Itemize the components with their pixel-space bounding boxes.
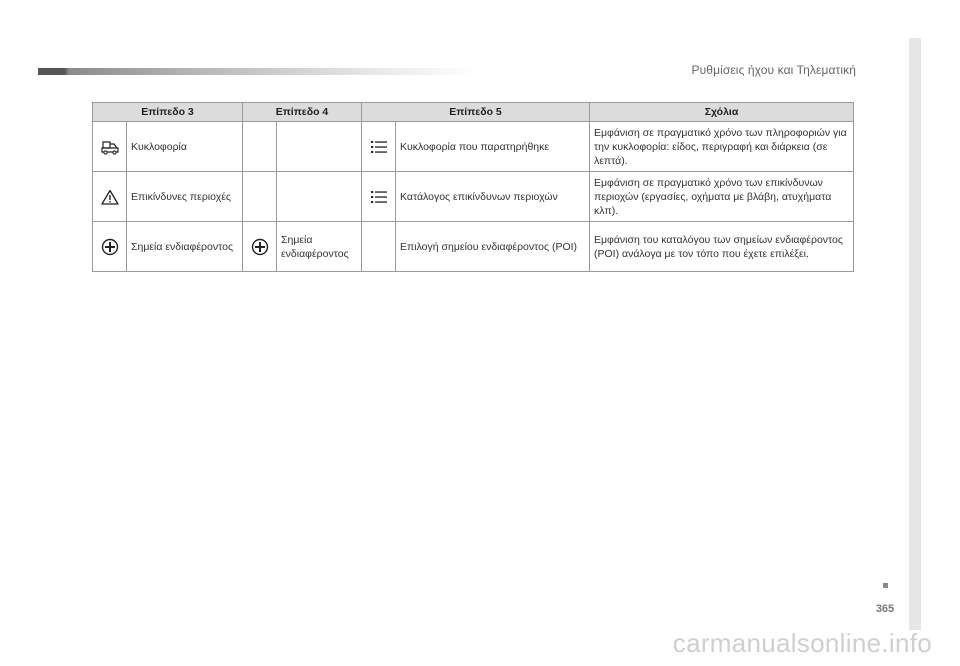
- row3-level4-text: Σημεία ενδιαφέροντος: [277, 222, 362, 272]
- row2-level5-icon-cell: [362, 172, 396, 222]
- menu-levels-table: [92, 102, 854, 272]
- list-icon: [370, 189, 388, 205]
- row1-level3-icon-cell: [93, 122, 127, 172]
- row2-comment: Εμφάνιση σε πραγματικό χρόνο των επικίνδυνων περιοχών (εργασίες, οχήματα με βλάβη, ατυχήματα κλπ).: [590, 172, 854, 222]
- table-header-row: [93, 103, 854, 122]
- car-traffic-icon: [100, 139, 120, 155]
- side-margin-strip: [909, 38, 921, 630]
- row3-level3-text: Σημεία ενδιαφέροντος: [127, 222, 243, 272]
- row3-comment: Εμφάνιση του καταλόγου των σημείων ενδιαφέροντος (POI) ανάλογα με τον τόπο που έχετε επιλέξει.: [590, 222, 854, 272]
- row3-level5-icon-cell: [362, 222, 396, 272]
- page-marker-square: [883, 583, 888, 588]
- row1-level4-text: [277, 122, 362, 172]
- row1-level3-text: Κυκλοφορία: [127, 122, 243, 172]
- list-icon: [370, 139, 388, 155]
- header-level-5: Επίπεδο 5: [362, 103, 590, 122]
- header-level-3: Επίπεδο 3: [93, 103, 243, 122]
- row2-level3-text: Επικίνδυνες περιοχές: [127, 172, 243, 222]
- poi-plus-icon: [101, 238, 119, 256]
- page-header-title: Ρυθμίσεις ήχου και Τηλεματική: [691, 63, 856, 77]
- header-comments: Σχόλια: [590, 103, 854, 122]
- row3-level5-text: Επιλογή σημείου ενδιαφέροντος (POI): [396, 222, 590, 272]
- row3-level4-icon-cell: [243, 222, 277, 272]
- row2-level3-icon-cell: [93, 172, 127, 222]
- table-row: [93, 222, 854, 272]
- header-level-4: Επίπεδο 4: [243, 103, 362, 122]
- row2-level4-icon-cell: [243, 172, 277, 222]
- page-number: 365: [875, 603, 895, 615]
- table-row: [93, 172, 854, 222]
- poi-plus-icon: [251, 238, 269, 256]
- row1-level5-text: Κυκλοφορία που παρατηρήθηκε: [396, 122, 590, 172]
- row2-level5-text: Κατάλογος επικίνδυνων περιοχών: [396, 172, 590, 222]
- table-row: [93, 122, 854, 172]
- row1-level4-icon-cell: [243, 122, 277, 172]
- row1-comment: Εμφάνιση σε πραγματικό χρόνο των πληροφοριών για την κυκλοφορία: είδος, περιγραφή και διάρκεια (σε λεπτά).: [590, 122, 854, 172]
- row2-level4-text: [277, 172, 362, 222]
- header-decorative-bar: [38, 68, 478, 75]
- row3-level3-icon-cell: [93, 222, 127, 272]
- row1-level5-icon-cell: [362, 122, 396, 172]
- warning-triangle-icon: [101, 189, 119, 205]
- watermark-text: carmanualsonline.info: [672, 628, 932, 658]
